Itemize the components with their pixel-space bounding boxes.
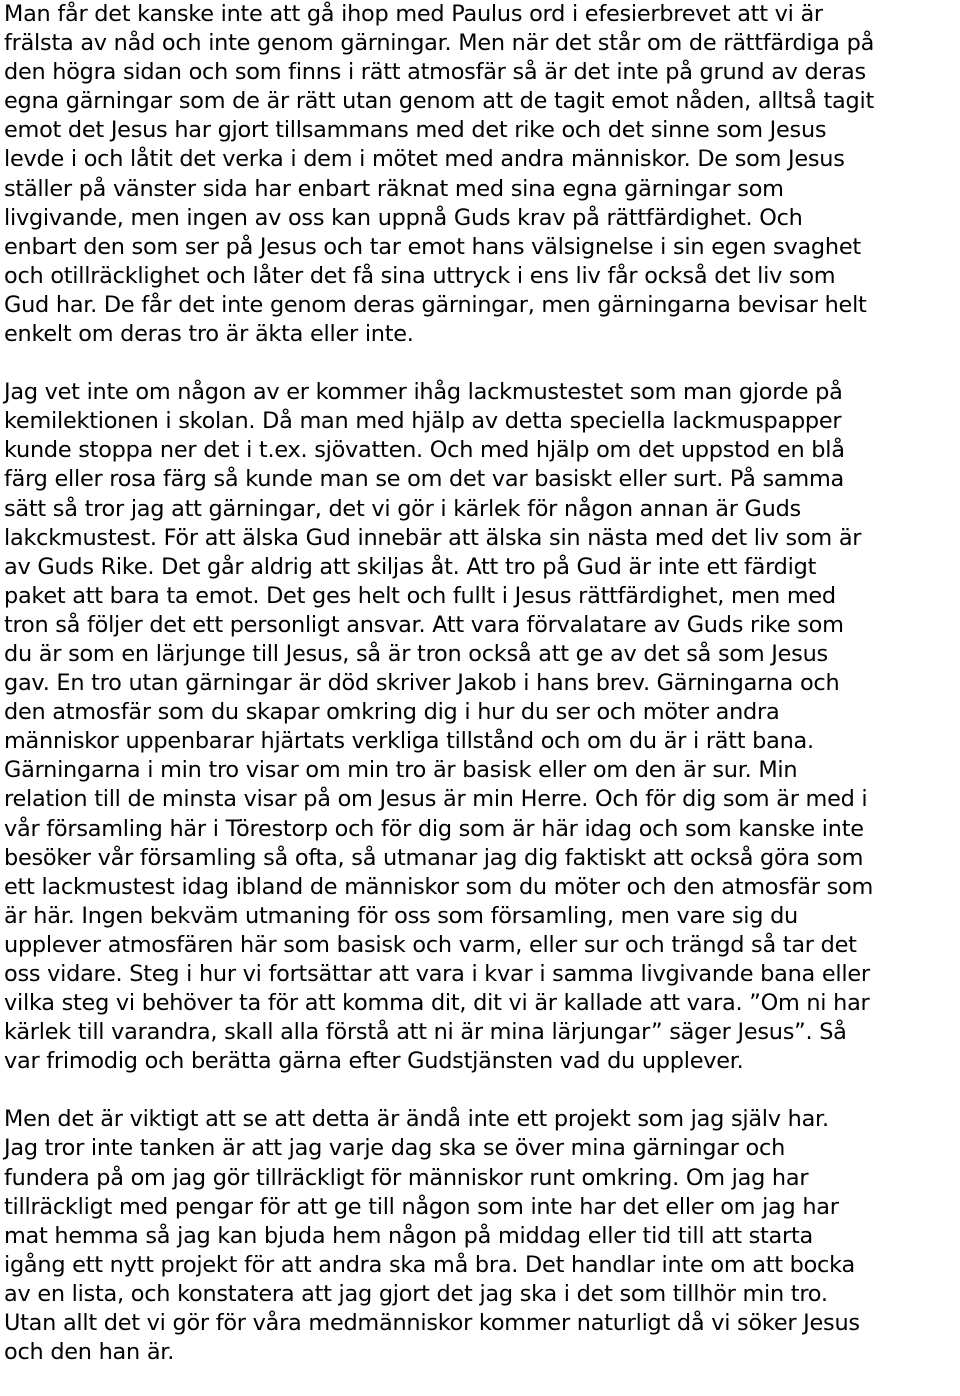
paragraph-3: Men det är viktigt att se att detta är ändå inte ett projekt som jag själv har. Jag tror inte tanken är att jag varje dag ska se över mina gärningar och fundera på om jag gör tillräckligt för människor runt omkring. Om jag har tillräckligt med pengar för att ge till någon som inte har det eller om jag har mat hemma så jag kan bjuda hem någon på middag eller tid till att starta igång ett nytt projekt för att andra ska må bra. Det handlar inte om att bocka av en lista, och konstatera att jag gjort det jag ska i det som tillhör min tro. Utan allt det vi gör för våra medmänniskor kommer naturligt då vi söker Jesus och den han är.: [4, 1106, 860, 1366]
paragraph-2: Jag vet inte om någon av er kommer ihåg lackmustestet som man gjorde på kemilektionen i skolan. Då man med hjälp av detta speciella lackmuspapper kunde stoppa ner det i t.ex. sjövatten. Och med hjälp om det uppstod en blå färg eller rosa färg så kunde man se om det var basiskt eller surt. På samma sätt så tror jag att gärningar, det vi gör i kärlek för någon annan är Guds lakckmustest. För att älska Gud innebär att älska sin nästa med det liv som är av Guds Rike. Det går aldrig att skiljas åt. Att tro på Gud är inte ett färdigt paket att bara ta emot. Det ges helt och fullt i Jesus rättfärdighet, men med tron så följer det ett personligt ansvar. Att vara förvalatare av Guds rike som du är som en lärjunge till Jesus, så är tron också att ge av det så som Jesus gav. En tro utan gärningar är död skriver Jakob i hans brev. Gärningarna och den atmosfär som du skapar omkring dig i hur du ser och möter andra människor uppenbarar hjärtats verkliga tillstånd och om du är i rätt bana. Gärningarna i min tro visar om min tro är basisk eller om den är sur. Min relation till de minsta visar på om Jesus är min Herre. Och för dig som är med i vår församling här i Törestorp och för dig som är här idag och som kanske inte besöker vår församling så ofta, så utmanar jag dig faktiskt att också göra som ett lackmustest idag ibland de människor som du möter och den atmosfär som är här. Ingen bekväm utmaning för oss som församling, men vare sig du upplever atmosfären här som basisk och varm, eller sur och trängd så tar det oss vidare. Steg i hur vi fortsättar att vara i kvar i samma livgivande bana eller vilka steg vi behöver ta för att komma dit, dit vi är kallade att vara. ”Om ni har kärlek till varandra, skall alla förstå att ni är mina lärjungar” säger Jesus”. Så var frimodig och berätta gärna efter Gudstjänsten vad du upplever.: [4, 379, 874, 1075]
paragraph-1: Man får det kanske inte att gå ihop med Paulus ord i efesierbrevet att vi är frälsta av nåd och inte genom gärningar. Men när det står om de rättfärdiga på den högra sidan och som finns i rätt atmosfär så är det inte på grund av deras egna gärningar som de är rätt utan genom att de tagit emot nåden, alltså tagit emot det Jesus har gjort tillsammans med det rike och det sinne som Jesus levde i och låtit det verka i dem i mötet med andra människor. De som Jesus ställer på vänster sida har enbart räknat med sina egna gärningar som livgivande, men ingen av oss kan uppnå Guds krav på rättfärdighet. Och enbart den som ser på Jesus och tar emot hans välsignelse i sin egen svaghet och otillräcklighet och låter det få sina uttryck i ens liv får också det liv som Gud har. De får det inte genom deras gärningar, men gärningarna bevisar helt enkelt om deras tro är äkta eller inte.: [4, 1, 875, 348]
document-page: [4, 0, 960, 1396]
